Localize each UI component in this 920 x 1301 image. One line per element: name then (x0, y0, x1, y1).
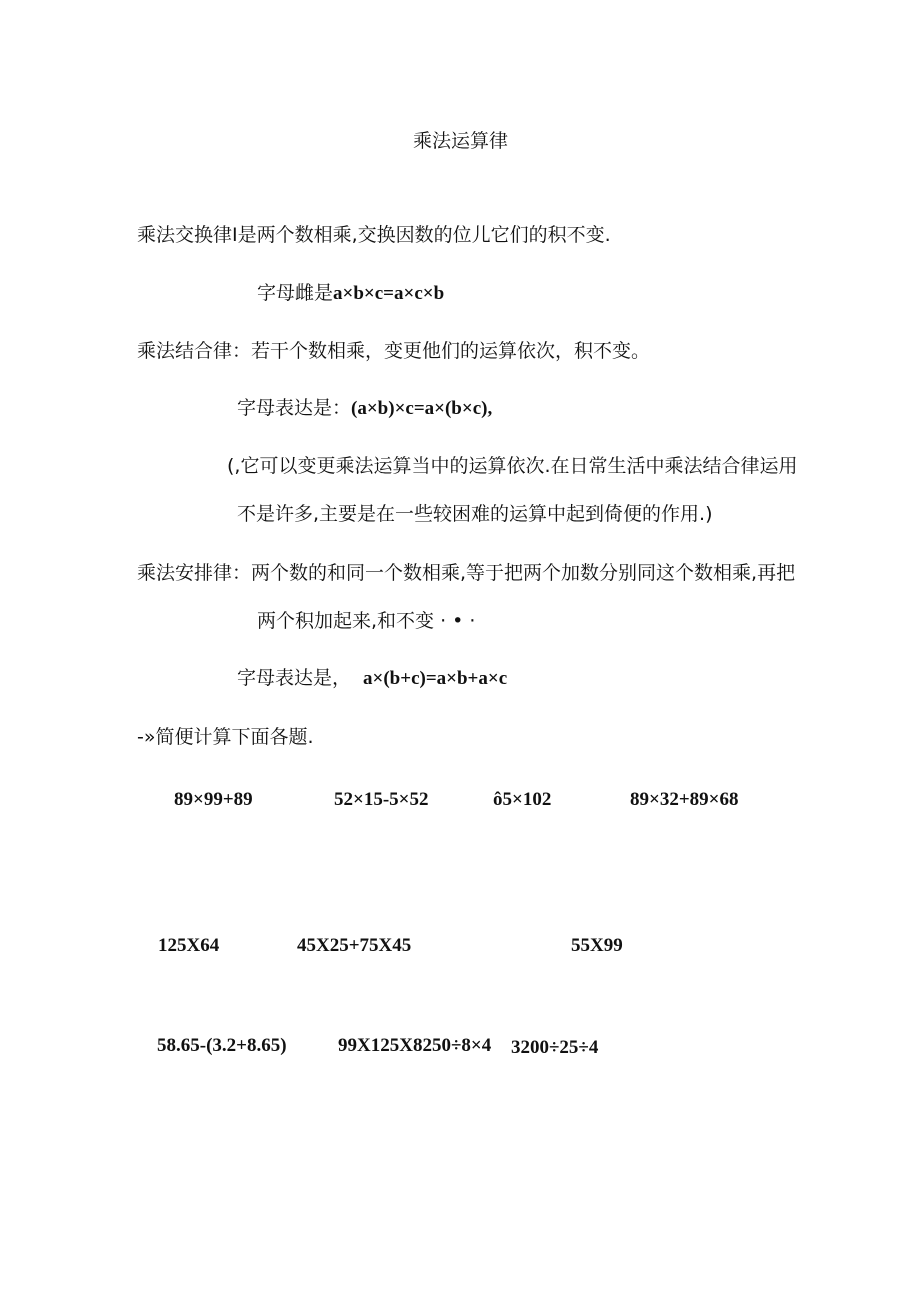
exercise-item: 58.65-(3.2+8.65) (157, 1035, 287, 1056)
associative-law-text: 乘法结合律：若干个数相乘，变更他们的运算依次，积不变。 (137, 340, 651, 362)
page-title: 乘法运算律 (413, 130, 509, 152)
exercise-item: 3200÷25÷4 (511, 1037, 599, 1058)
exercise-heading: -»简便计算下面各题. (137, 726, 314, 748)
distributive-formula-line (237, 666, 507, 691)
exercise-item: 89×32+89×68 (630, 789, 739, 810)
associative-note-line-1: (,它可以变更乘法运算当中的运算依次.在日常生活中乘法结合律运用 (227, 455, 798, 477)
exercise-item: 55X99 (571, 935, 623, 956)
distributive-law-text-line-1: 乘法安排律：两个数的和同一个数相乘,等于把两个加数分别同这个数相乘,再把 (137, 562, 796, 584)
exercise-item: 125X64 (158, 935, 220, 956)
commutative-formula-line (257, 281, 444, 306)
associative-note-line-2: 不是许多,主要是在一些较困难的运算中起到倚便的作用.) (237, 503, 713, 525)
commutative-formula: a×b×c=a×c×b (333, 283, 445, 304)
exercise-item: 52×15-5×52 (334, 789, 429, 810)
distributive-formula: a×(b+c)=a×b+a×c (363, 668, 508, 689)
distributive-law-text-line-2: 两个积加起来,和不变 · • · (257, 610, 476, 632)
associative-formula-label: 字母表达是： (237, 397, 352, 419)
exercise-item: 99X125X8250÷8×4 (338, 1035, 492, 1056)
commutative-formula-label: 字母雌是 (257, 282, 334, 304)
associative-formula: (a×b)×c=a×(b×c), (351, 398, 493, 419)
commutative-law-text: 乘法交换律I是两个数相乘,交换因数的位儿它们的积不变. (137, 224, 611, 246)
associative-formula-line (237, 396, 492, 421)
exercise-item: 45X25+75X45 (297, 935, 412, 956)
exercise-item: ô5×102 (493, 789, 552, 810)
distributive-formula-label: 字母表达是， (237, 667, 352, 689)
exercise-item: 89×99+89 (174, 789, 253, 810)
